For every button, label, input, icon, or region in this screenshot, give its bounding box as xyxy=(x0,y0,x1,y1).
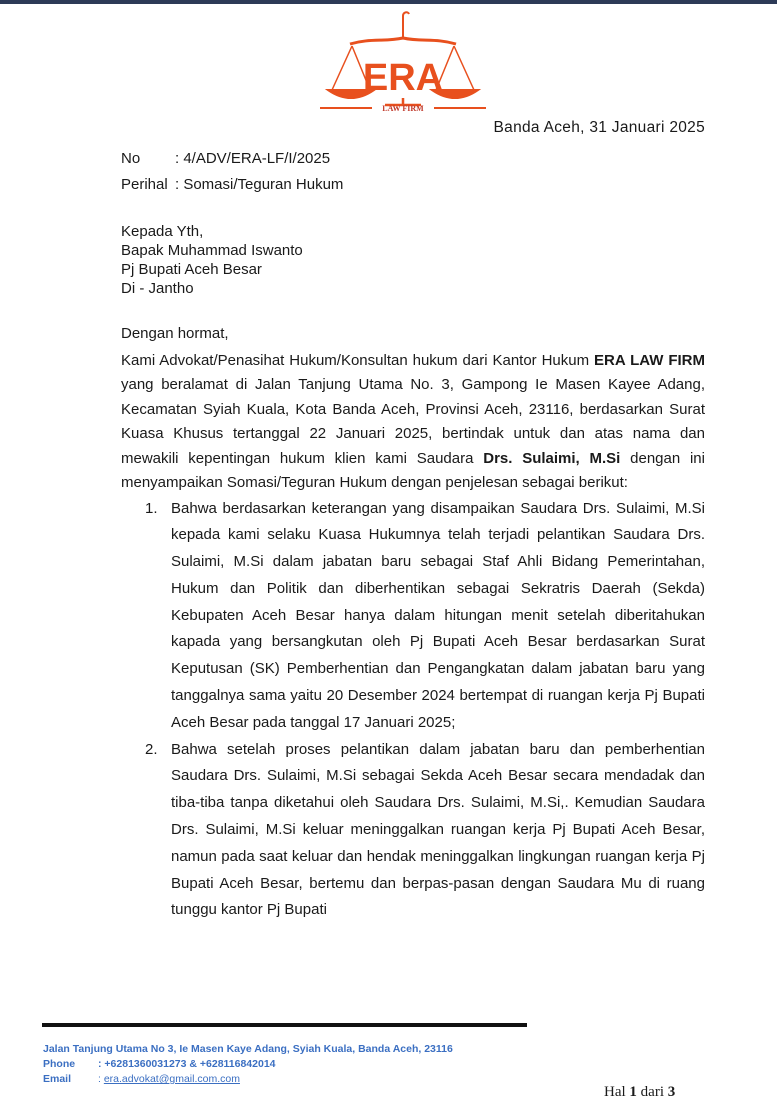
footer-address: Jalan Tanjung Utama No 3, Ie Masen Kaye Adang, Syiah Kuala, Banda Aceh, 23116 xyxy=(43,1043,453,1055)
list-item-text: Bahwa setelah proses pelantikan dalam jabatan baru dan pemberhentian Saudara Drs. Sulaimi, M.Si sebagai Sekda Aceh Besar secara mendadak dan tiba-tiba tanpa diketahui oleh Saudara Drs. Sulaimi, M.Si,. Kemudian Saudara Drs. Sulaimi, M.Si keluar meninggalkan ruangan kerja Pj Bupati Aceh Besar, namun pada saat keluar dan hendak meninggalkan lingkungan ruangan kerja Pj Bupati Aceh Besar, bertemu dan berpas-pasan dengan Saudara Mu di ruang tunggu kantor Pj Bupati xyxy=(171,740,705,919)
email-link[interactable]: era.advokat@gmail.com.com xyxy=(103,1073,240,1085)
firm-name: ERA LAW FIRM xyxy=(594,351,705,369)
footer-divider xyxy=(42,1023,527,1027)
city-date: Banda Aceh, 31 Januari 2025 xyxy=(493,119,705,136)
list-item-number: 1. xyxy=(145,499,158,517)
letter-number-label: No xyxy=(121,150,141,167)
letter-number-row xyxy=(121,150,330,167)
greeting: Dengan hormat, xyxy=(121,325,229,342)
letter-body xyxy=(121,322,705,924)
email-prefix: : xyxy=(98,1073,104,1085)
subject-value: : Somasi/Teguran Hukum xyxy=(175,176,344,193)
logo-subtitle: LAW FIRM xyxy=(382,104,424,113)
intro-text: Kami Advokat/Penasihat Hukum/Konsultan hukum dari Kantor Hukum xyxy=(121,351,595,369)
phone-value: : +6281360031273 & +628116842014 xyxy=(98,1058,276,1070)
intro-text: dengan ini menyampaikan Somasi/Teguran Hukum dengan penjelesan sebagai berikut: xyxy=(121,449,705,491)
recipient-line: Bapak Muhammad Iswanto xyxy=(121,242,303,259)
page-current: 1 xyxy=(629,1084,637,1100)
recipient-line: Di - Jantho xyxy=(121,280,194,297)
logo-text: ERA xyxy=(362,57,444,99)
intro-paragraph xyxy=(121,349,705,496)
page-total: 3 xyxy=(667,1084,676,1100)
top-border xyxy=(0,0,777,4)
list-item xyxy=(121,737,705,925)
points-list xyxy=(121,496,705,925)
letterhead-footer xyxy=(43,1042,453,1087)
era-law-firm-logo xyxy=(310,8,496,116)
footer-email xyxy=(43,1072,453,1087)
page-dari-label: dari xyxy=(640,1084,664,1100)
page-hal-label: Hal xyxy=(604,1084,626,1100)
page-number xyxy=(604,1084,675,1101)
phone-label: Phone xyxy=(43,1058,76,1070)
subject-row xyxy=(121,176,343,193)
footer-phone xyxy=(43,1057,453,1072)
recipient-address xyxy=(121,222,303,298)
subject-label: Perihal xyxy=(121,176,168,193)
letter-number-value: : 4/ADV/ERA-LF/I/2025 xyxy=(175,150,331,167)
recipient-line: Pj Bupati Aceh Besar xyxy=(121,261,262,278)
list-item-number: 2. xyxy=(145,740,158,758)
recipient-line: Kepada Yth, xyxy=(121,223,204,240)
list-item-text: Bahwa berdasarkan keterangan yang disampaikan Saudara Drs. Sulaimi, M.Si kepada kami selaku Kuasa Hukumnya telah terjadi pelantikan Saudara Drs. Sulaimi, M.Si dalam jabatan baru sebagai Staf Ahli Bidang Pemerintahan, Hukum dan Politik dan diberhentikan sebagai Sekratris Daerah (Sekda) Kebupaten Aceh Besar hanya dalam hitungan menit setelah diberitahukan kapada yang bersangkutan oleh Pj Bupati Aceh Besar berdasarkan Surat Keputusan (SK) Pemberhentian dan Pengangkatan dalam jabatan baru yang tanggalnya sama yaitu 20 Desember 2024 bertempat di ruangan kerja Pj Bupati Aceh Besar pada tanggal 17 Januari 2025; xyxy=(171,499,705,731)
list-item xyxy=(121,496,705,737)
intro-text: yang beralamat di Jalan Tanjung Utama No. 3, Gampong Ie Masen Kayee Adang, Kecamatan Syiah Kuala, Kota Banda Aceh, Provinsi Aceh, 23116, berdasarkan Surat Kuasa Khusus tertanggal 22 Januari 2025, bertindak untuk dan atas nama dan mewakili kepentingan hukum klien kami Saudara xyxy=(121,376,705,467)
client-name: Drs. Sulaimi, M.Si xyxy=(483,449,621,467)
email-label: Email xyxy=(43,1073,72,1085)
scales-of-justice-icon xyxy=(310,8,496,116)
